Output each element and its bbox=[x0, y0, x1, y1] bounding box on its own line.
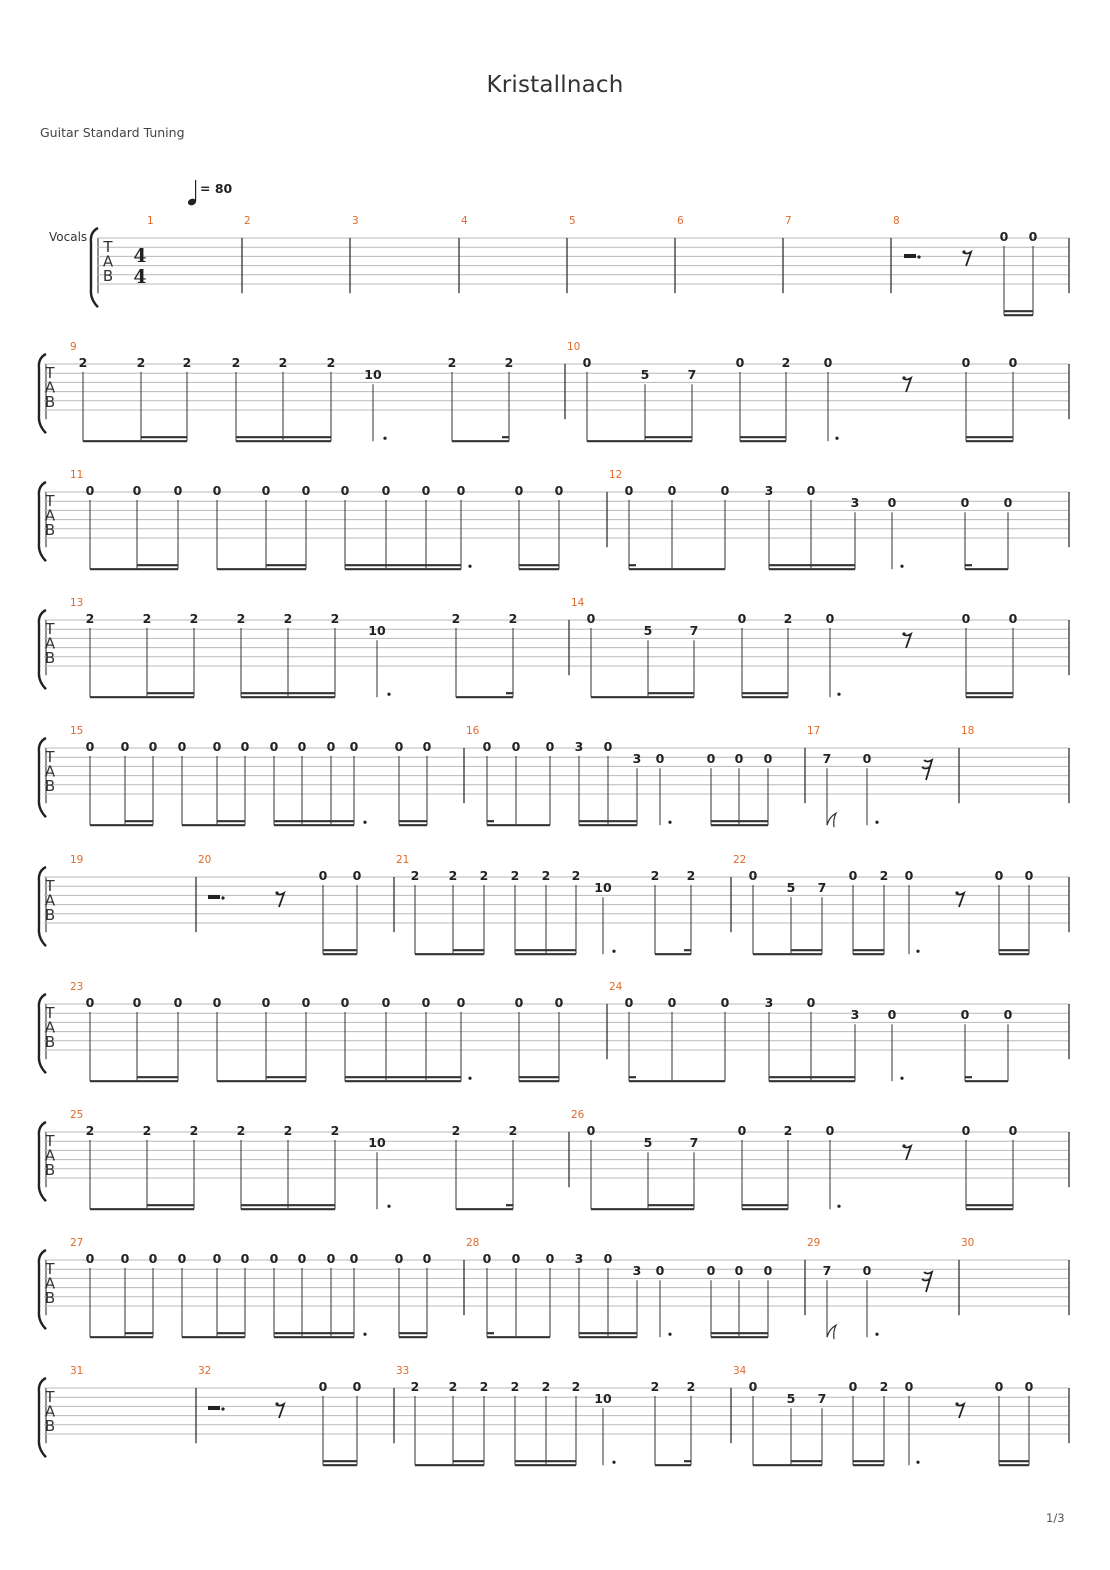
augmentation-dot bbox=[387, 1205, 390, 1208]
tab-clef-letter: A bbox=[44, 1146, 56, 1165]
fret-number: 0 bbox=[994, 1379, 1004, 1394]
measure-number: 30 bbox=[961, 1237, 975, 1249]
fret-number: 0 bbox=[737, 1123, 747, 1138]
tab-clef-letter: B bbox=[44, 1161, 56, 1179]
tab-clef-letter: A bbox=[44, 634, 56, 653]
augmentation-dot bbox=[916, 1461, 919, 1464]
fret-number: 2 bbox=[686, 1379, 696, 1394]
augmentation-dot bbox=[387, 693, 390, 696]
tab-clef-letter: A bbox=[44, 378, 56, 397]
measure-number: 16 bbox=[466, 725, 480, 737]
fret-number: 0 bbox=[394, 1251, 404, 1266]
fret-number: 0 bbox=[734, 751, 744, 767]
fret-number: 2 bbox=[781, 355, 791, 370]
fret-number: 0 bbox=[85, 739, 95, 754]
fret-number: 2 bbox=[189, 1123, 199, 1138]
fret-number: 0 bbox=[887, 1007, 897, 1023]
fret-number: 3 bbox=[764, 483, 774, 498]
fret-number: 0 bbox=[511, 739, 521, 754]
fret-number: 0 bbox=[735, 355, 745, 370]
fret-number: 0 bbox=[85, 995, 95, 1010]
sixteenth-rest bbox=[922, 1272, 932, 1292]
fret-number: 0 bbox=[582, 355, 592, 370]
fret-number: 0 bbox=[177, 739, 187, 754]
fret-number: 2 bbox=[85, 1123, 95, 1138]
fret-number: 0 bbox=[720, 995, 730, 1010]
fret-number: 2 bbox=[78, 355, 88, 370]
fret-number: 0 bbox=[132, 995, 142, 1010]
tab-clef-letter: B bbox=[44, 1033, 56, 1051]
augmentation-dot bbox=[612, 1461, 615, 1464]
fret-number: 0 bbox=[269, 1251, 279, 1266]
fret-number: 0 bbox=[482, 739, 492, 754]
fret-number: 0 bbox=[482, 1251, 492, 1266]
fret-number: 2 bbox=[508, 611, 518, 626]
fret-number: 2 bbox=[650, 868, 660, 883]
measure-number: 15 bbox=[70, 725, 84, 737]
tab-clef-letter: B bbox=[44, 393, 56, 411]
measure-number: 33 bbox=[396, 1365, 410, 1377]
fret-number: 0 bbox=[763, 751, 773, 767]
fret-number: 2 bbox=[504, 355, 514, 370]
tab-clef-letter: T bbox=[45, 1132, 55, 1150]
fret-number: 2 bbox=[410, 868, 420, 883]
fret-number: 0 bbox=[586, 1123, 596, 1138]
rest-dot bbox=[221, 1407, 224, 1410]
fret-number: 7 bbox=[689, 623, 699, 639]
fret-number: 0 bbox=[85, 1251, 95, 1266]
measure-number: 13 bbox=[70, 597, 84, 609]
measure-number: 21 bbox=[396, 854, 410, 866]
fret-number: 0 bbox=[381, 483, 391, 498]
fret-number: 0 bbox=[823, 355, 833, 370]
fret-number: 0 bbox=[655, 1263, 665, 1279]
fret-number: 0 bbox=[148, 1251, 158, 1266]
fret-number: 0 bbox=[848, 1379, 858, 1394]
fret-number: 10 bbox=[364, 367, 382, 383]
fret-number: 0 bbox=[748, 868, 758, 883]
fret-number: 2 bbox=[879, 1379, 889, 1394]
fret-number: 0 bbox=[173, 995, 183, 1010]
fret-number: 2 bbox=[236, 611, 246, 626]
measure-number: 27 bbox=[70, 1237, 84, 1249]
fret-number: 0 bbox=[734, 1263, 744, 1279]
fret-number: 2 bbox=[879, 868, 889, 883]
half-rest bbox=[208, 895, 220, 899]
fret-number: 7 bbox=[822, 1263, 832, 1279]
measure-number: 20 bbox=[198, 854, 212, 866]
fret-number: 2 bbox=[783, 611, 793, 626]
tab-clef-letter: B bbox=[44, 906, 56, 924]
fret-number: 5 bbox=[643, 1135, 653, 1151]
fret-number: 0 bbox=[318, 868, 328, 883]
fret-number: 0 bbox=[422, 739, 432, 754]
fret-number: 0 bbox=[748, 1379, 758, 1394]
fret-number: 0 bbox=[667, 483, 677, 498]
fret-number: 0 bbox=[212, 995, 222, 1010]
measure-number: 24 bbox=[609, 981, 623, 993]
fret-number: 5 bbox=[643, 623, 653, 639]
tab-clef-letter: T bbox=[103, 238, 113, 256]
fret-number: 0 bbox=[297, 739, 307, 754]
fret-number: 0 bbox=[1024, 868, 1034, 883]
fret-number: 0 bbox=[706, 751, 716, 767]
fret-number: 0 bbox=[862, 751, 872, 767]
fret-number: 2 bbox=[783, 1123, 793, 1138]
fret-number: 2 bbox=[510, 1379, 520, 1394]
fret-number: 0 bbox=[960, 1007, 970, 1023]
fret-number: 0 bbox=[421, 995, 431, 1010]
augmentation-dot bbox=[383, 437, 386, 440]
fret-number: 0 bbox=[994, 868, 1004, 883]
fret-number: 0 bbox=[624, 995, 634, 1010]
half-rest bbox=[208, 1406, 220, 1410]
rest-dot bbox=[221, 896, 224, 899]
note-flag bbox=[827, 813, 836, 827]
fret-number: 3 bbox=[850, 495, 860, 511]
fret-number: 0 bbox=[177, 1251, 187, 1266]
tab-clef-letter: T bbox=[45, 1388, 55, 1406]
fret-number: 0 bbox=[667, 995, 677, 1010]
rest-head bbox=[955, 891, 958, 894]
fret-number: 2 bbox=[142, 1123, 152, 1138]
fret-number: 0 bbox=[511, 1251, 521, 1266]
fret-number: 2 bbox=[447, 355, 457, 370]
fret-number: 0 bbox=[763, 1263, 773, 1279]
tab-clef-letter: A bbox=[44, 1274, 56, 1293]
tab-clef-letter: B bbox=[44, 777, 56, 795]
fret-number: 0 bbox=[120, 1251, 130, 1266]
fret-number: 0 bbox=[301, 995, 311, 1010]
fret-number: 0 bbox=[212, 739, 222, 754]
augmentation-dot bbox=[668, 821, 671, 824]
tab-clef-letter: T bbox=[45, 492, 55, 510]
fret-number: 0 bbox=[456, 483, 466, 498]
fret-number: 2 bbox=[451, 1123, 461, 1138]
augmentation-dot bbox=[837, 693, 840, 696]
fret-number: 0 bbox=[862, 1263, 872, 1279]
fret-number: 0 bbox=[349, 1251, 359, 1266]
fret-number: 0 bbox=[603, 739, 613, 754]
fret-number: 7 bbox=[689, 1135, 699, 1151]
tab-clef-letter: B bbox=[44, 649, 56, 667]
augmentation-dot bbox=[875, 821, 878, 824]
rest-head bbox=[275, 1402, 278, 1405]
fret-number: 0 bbox=[173, 483, 183, 498]
fret-number: 0 bbox=[212, 1251, 222, 1266]
fret-number: 0 bbox=[269, 739, 279, 754]
fret-number: 2 bbox=[650, 1379, 660, 1394]
fret-number: 0 bbox=[318, 1379, 328, 1394]
fret-number: 0 bbox=[1008, 1123, 1018, 1138]
tuning-label: Guitar Standard Tuning bbox=[40, 125, 185, 140]
fret-number: 0 bbox=[514, 995, 524, 1010]
fret-number: 0 bbox=[514, 483, 524, 498]
measure-number: 19 bbox=[70, 854, 84, 866]
fret-number: 2 bbox=[283, 1123, 293, 1138]
tab-clef-letter: A bbox=[44, 506, 56, 525]
track-name: Vocals bbox=[49, 230, 88, 244]
fret-number: 0 bbox=[848, 868, 858, 883]
rest-dot bbox=[917, 255, 920, 258]
measure-number: 18 bbox=[961, 725, 975, 737]
fret-number: 2 bbox=[283, 611, 293, 626]
augmentation-dot bbox=[668, 1333, 671, 1336]
measure-number: 23 bbox=[70, 981, 84, 993]
fret-number: 2 bbox=[541, 868, 551, 883]
measure-number: 26 bbox=[571, 1109, 585, 1121]
fret-number: 0 bbox=[1008, 355, 1018, 370]
rest-head bbox=[955, 1402, 958, 1405]
measure-number: 9 bbox=[70, 341, 77, 353]
page-number: 1/3 bbox=[1046, 1511, 1065, 1525]
augmentation-dot bbox=[900, 1077, 903, 1080]
augmentation-dot bbox=[900, 565, 903, 568]
measure-number: 31 bbox=[70, 1365, 84, 1377]
fret-number: 0 bbox=[904, 868, 914, 883]
measure-number: 5 bbox=[569, 215, 576, 227]
fret-number: 0 bbox=[85, 483, 95, 498]
fret-number: 0 bbox=[603, 1251, 613, 1266]
fret-number: 0 bbox=[806, 483, 816, 498]
note-flag bbox=[827, 1325, 836, 1339]
fret-number: 0 bbox=[381, 995, 391, 1010]
fret-number: 2 bbox=[541, 1379, 551, 1394]
tab-clef-letter: B bbox=[44, 521, 56, 539]
measure-number: 8 bbox=[893, 215, 900, 227]
fret-number: 0 bbox=[120, 739, 130, 754]
fret-number: 2 bbox=[451, 611, 461, 626]
measure-number: 3 bbox=[352, 215, 359, 227]
measure-number: 12 bbox=[609, 469, 623, 481]
measure-number: 28 bbox=[466, 1237, 480, 1249]
fret-number: 5 bbox=[786, 1391, 796, 1407]
fret-number: 0 bbox=[737, 611, 747, 626]
time-signature-numerator: 4 bbox=[133, 245, 147, 267]
rest-head bbox=[902, 376, 905, 379]
eighth-rest bbox=[903, 378, 911, 392]
tab-clef-letter: T bbox=[45, 1004, 55, 1022]
fret-number: 0 bbox=[394, 739, 404, 754]
fret-number: 0 bbox=[1028, 229, 1038, 244]
fret-number: 0 bbox=[1024, 1379, 1034, 1394]
fret-number: 0 bbox=[456, 995, 466, 1010]
fret-number: 0 bbox=[352, 1379, 362, 1394]
fret-number: 0 bbox=[545, 1251, 555, 1266]
fret-number: 0 bbox=[301, 483, 311, 498]
eighth-rest bbox=[903, 634, 911, 648]
rest-head bbox=[962, 250, 965, 253]
tab-clef-letter: A bbox=[44, 1018, 56, 1037]
fret-number: 0 bbox=[904, 1379, 914, 1394]
fret-number: 0 bbox=[624, 483, 634, 498]
measure-number: 14 bbox=[571, 597, 585, 609]
fret-number: 2 bbox=[571, 1379, 581, 1394]
measure-number: 34 bbox=[733, 1365, 747, 1377]
fret-number: 0 bbox=[297, 1251, 307, 1266]
fret-number: 7 bbox=[687, 367, 697, 383]
fret-number: 0 bbox=[340, 995, 350, 1010]
measure-number: 22 bbox=[733, 854, 747, 866]
fret-number: 5 bbox=[640, 367, 650, 383]
fret-number: 2 bbox=[278, 355, 288, 370]
fret-number: 0 bbox=[148, 739, 158, 754]
fret-number: 0 bbox=[132, 483, 142, 498]
fret-number: 0 bbox=[212, 483, 222, 498]
fret-number: 2 bbox=[510, 868, 520, 883]
tab-clef-letter: B bbox=[44, 1417, 56, 1435]
fret-number: 0 bbox=[999, 229, 1009, 244]
augmentation-dot bbox=[363, 1333, 366, 1336]
augmentation-dot bbox=[468, 565, 471, 568]
half-rest bbox=[904, 254, 916, 258]
tempo-marking: = 80 bbox=[200, 181, 233, 196]
fret-number: 2 bbox=[330, 611, 340, 626]
fret-number: 2 bbox=[330, 1123, 340, 1138]
fret-number: 3 bbox=[632, 751, 642, 767]
fret-number: 0 bbox=[340, 483, 350, 498]
fret-number: 0 bbox=[554, 995, 564, 1010]
measure-number: 32 bbox=[198, 1365, 212, 1377]
time-signature-denominator: 4 bbox=[133, 266, 147, 288]
tab-clef-letter: T bbox=[45, 1260, 55, 1278]
fret-number: 3 bbox=[574, 739, 584, 754]
fret-number: 2 bbox=[142, 611, 152, 626]
fret-number: 0 bbox=[1003, 1007, 1013, 1023]
fret-number: 0 bbox=[655, 751, 665, 767]
fret-number: 0 bbox=[806, 995, 816, 1010]
fret-number: 0 bbox=[825, 1123, 835, 1138]
fret-number: 2 bbox=[136, 355, 146, 370]
fret-number: 5 bbox=[786, 880, 796, 896]
fret-number: 3 bbox=[574, 1251, 584, 1266]
fret-number: 0 bbox=[1008, 611, 1018, 626]
tab-clef-letter: A bbox=[44, 762, 56, 781]
fret-number: 2 bbox=[189, 611, 199, 626]
measure-number: 10 bbox=[567, 341, 581, 353]
augmentation-dot bbox=[837, 1205, 840, 1208]
measure-number: 1 bbox=[147, 215, 154, 227]
tab-clef-letter: A bbox=[44, 891, 56, 910]
fret-number: 2 bbox=[410, 1379, 420, 1394]
song-title: Kristallnach bbox=[486, 72, 624, 98]
tab-clef-letter: B bbox=[44, 1289, 56, 1307]
fret-number: 10 bbox=[368, 623, 386, 639]
rest-head bbox=[275, 891, 278, 894]
tab-clef-letter: T bbox=[45, 748, 55, 766]
fret-number: 2 bbox=[571, 868, 581, 883]
fret-number: 0 bbox=[554, 483, 564, 498]
fret-number: 0 bbox=[326, 1251, 336, 1266]
fret-number: 0 bbox=[961, 1123, 971, 1138]
fret-number: 2 bbox=[448, 1379, 458, 1394]
fret-number: 2 bbox=[479, 1379, 489, 1394]
measure-number: 2 bbox=[244, 215, 251, 227]
fret-number: 2 bbox=[236, 1123, 246, 1138]
system-bracket bbox=[91, 228, 98, 307]
rest-head bbox=[902, 1144, 905, 1147]
fret-number: 3 bbox=[850, 1007, 860, 1023]
measure-number: 11 bbox=[70, 469, 84, 481]
fret-number: 3 bbox=[764, 995, 774, 1010]
fret-number: 0 bbox=[586, 611, 596, 626]
fret-number: 0 bbox=[545, 739, 555, 754]
fret-number: 0 bbox=[326, 739, 336, 754]
measure-number: 7 bbox=[785, 215, 792, 227]
tab-clef-letter: T bbox=[45, 620, 55, 638]
fret-number: 2 bbox=[326, 355, 336, 370]
fret-number: 0 bbox=[961, 611, 971, 626]
fret-number: 2 bbox=[508, 1123, 518, 1138]
fret-number: 0 bbox=[240, 1251, 250, 1266]
measure-number: 6 bbox=[677, 215, 684, 227]
sixteenth-rest bbox=[922, 760, 932, 780]
measure-number: 25 bbox=[70, 1109, 84, 1121]
fret-number: 0 bbox=[240, 739, 250, 754]
augmentation-dot bbox=[916, 950, 919, 953]
fret-number: 0 bbox=[961, 355, 971, 370]
fret-number: 0 bbox=[349, 739, 359, 754]
augmentation-dot bbox=[468, 1077, 471, 1080]
fret-number: 0 bbox=[720, 483, 730, 498]
measure-number: 29 bbox=[807, 1237, 821, 1249]
rest-head bbox=[902, 632, 905, 635]
augmentation-dot bbox=[612, 950, 615, 953]
fret-number: 10 bbox=[368, 1135, 386, 1151]
fret-number: 2 bbox=[686, 868, 696, 883]
tab-clef-letter: T bbox=[45, 364, 55, 382]
fret-number: 0 bbox=[825, 611, 835, 626]
augmentation-dot bbox=[363, 821, 366, 824]
measure-number: 17 bbox=[807, 725, 821, 737]
augmentation-dot bbox=[875, 1333, 878, 1336]
fret-number: 0 bbox=[706, 1263, 716, 1279]
fret-number: 0 bbox=[352, 868, 362, 883]
fret-number: 0 bbox=[261, 995, 271, 1010]
fret-number: 2 bbox=[85, 611, 95, 626]
measure-number: 4 bbox=[461, 215, 468, 227]
fret-number: 2 bbox=[479, 868, 489, 883]
fret-number: 2 bbox=[182, 355, 192, 370]
tab-clef-letter: B bbox=[102, 267, 114, 285]
tab-clef-letter: A bbox=[102, 252, 114, 271]
fret-number: 2 bbox=[231, 355, 241, 370]
fret-number: 0 bbox=[1003, 495, 1013, 511]
fret-number: 0 bbox=[887, 495, 897, 511]
tab-clef-letter: A bbox=[44, 1402, 56, 1421]
fret-number: 0 bbox=[421, 483, 431, 498]
fret-number: 0 bbox=[261, 483, 271, 498]
fret-number: 10 bbox=[594, 880, 612, 896]
eighth-rest bbox=[963, 252, 971, 266]
fret-number: 7 bbox=[822, 751, 832, 767]
fret-number: 3 bbox=[632, 1263, 642, 1279]
eighth-rest bbox=[903, 1146, 911, 1160]
fret-number: 0 bbox=[960, 495, 970, 511]
fret-number: 0 bbox=[422, 1251, 432, 1266]
augmentation-dot bbox=[835, 437, 838, 440]
fret-number: 7 bbox=[817, 880, 827, 896]
fret-number: 7 bbox=[817, 1391, 827, 1407]
fret-number: 2 bbox=[448, 868, 458, 883]
tab-clef-letter: T bbox=[45, 877, 55, 895]
fret-number: 10 bbox=[594, 1391, 612, 1407]
